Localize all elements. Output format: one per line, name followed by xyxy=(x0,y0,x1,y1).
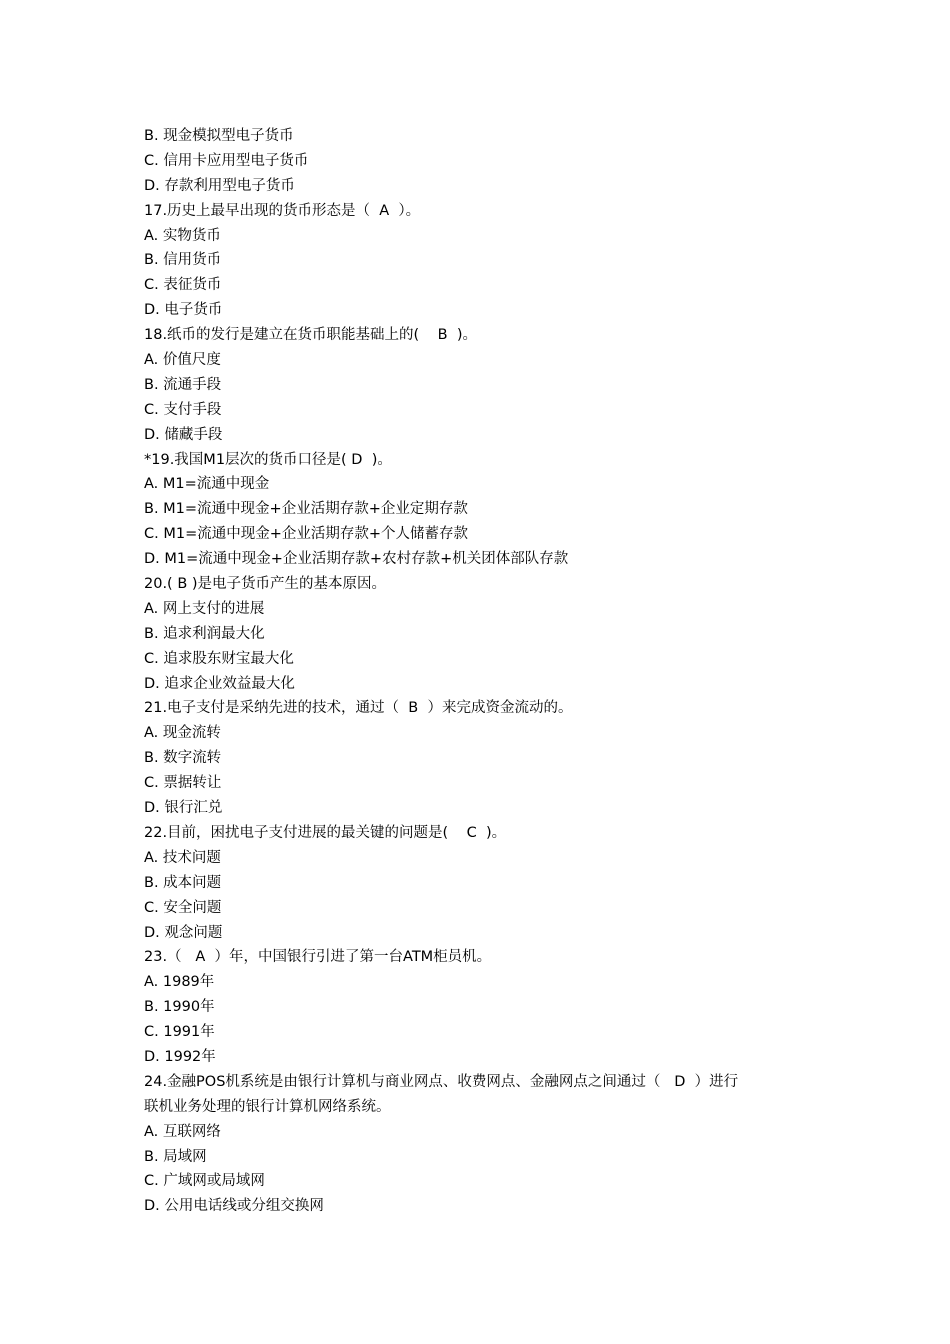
option-b-q20: B. 追求利润最大化 xyxy=(144,625,265,642)
option-d-q23: D. 1992年 xyxy=(144,1048,216,1065)
option-c-q20: C. 追求股东财宝最大化 xyxy=(144,650,294,667)
question-21: 21.电子支付是采纳先进的技术，通过（ B ）来完成资金流动的。 xyxy=(144,700,573,717)
option-c-q21: C. 票据转让 xyxy=(144,775,222,792)
option-a-q20: A. 网上支付的进展 xyxy=(144,600,265,617)
option-c-q24: C. 广域网或局域网 xyxy=(144,1173,265,1190)
option-b-q18: B. 流通手段 xyxy=(144,376,222,393)
question-24-continued: 联机业务处理的银行计算机网络系统。 xyxy=(144,1098,391,1115)
option-b-q21: B. 数字流转 xyxy=(144,750,222,767)
option-a-q19: A. M1=流通中现金 xyxy=(144,476,270,493)
option-d-q19: D. M1=流通中现金+企业活期存款+农村存款+机关团体部队存款 xyxy=(144,551,569,568)
option-d-q22: D. 观念问题 xyxy=(144,924,223,941)
option-d-q18: D. 储藏手段 xyxy=(144,426,223,443)
question-24: 24.金融POS机系统是由银行计算机与商业网点、收费网点、金融网点之间通过（ D ）进行 xyxy=(144,1073,739,1090)
option-d-q16: D. 存款利用型电子货币 xyxy=(144,177,295,194)
option-d-q24: D. 公用电话线或分组交换网 xyxy=(144,1198,324,1215)
question-23: 23.（ A ）年，中国银行引进了第一台ATM柜员机。 xyxy=(144,949,492,966)
question-18: 18.纸币的发行是建立在货币职能基础上的( B )。 xyxy=(144,327,477,344)
option-c-q22: C. 安全问题 xyxy=(144,899,222,916)
option-c-q19: C. M1=流通中现金+企业活期存款+个人储蓄存款 xyxy=(144,526,469,543)
option-c-q23: C. 1991年 xyxy=(144,1024,215,1041)
option-b-q17: B. 信用货币 xyxy=(144,252,222,269)
option-a-q22: A. 技术问题 xyxy=(144,849,221,866)
option-c-q17: C. 表征货币 xyxy=(144,277,222,294)
question-22: 22.目前，困扰电子支付进展的最关键的问题是( C )。 xyxy=(144,824,507,841)
option-b-q23: B. 1990年 xyxy=(144,999,215,1016)
option-d-q20: D. 追求企业效益最大化 xyxy=(144,675,295,692)
option-a-q18: A. 价值尺度 xyxy=(144,352,221,369)
question-17: 17.历史上最早出现的货币形态是（ A ）。 xyxy=(144,202,421,219)
option-a-q17: A. 实物货币 xyxy=(144,227,221,244)
option-c-q18: C. 支付手段 xyxy=(144,401,222,418)
question-20: 20.( B )是电子货币产生的基本原因。 xyxy=(144,576,387,593)
option-c-q16: C. 信用卡应用型电子货币 xyxy=(144,152,309,169)
option-b-q19: B. M1=流通中现金+企业活期存款+企业定期存款 xyxy=(144,501,468,518)
option-a-q23: A. 1989年 xyxy=(144,974,215,991)
option-a-q24: A. 互联网络 xyxy=(144,1123,221,1140)
option-b-q24: B. 局域网 xyxy=(144,1148,207,1165)
option-b-q16: B. 现金模拟型电子货币 xyxy=(144,128,294,144)
document-body xyxy=(144,124,824,1219)
option-b-q22: B. 成本问题 xyxy=(144,874,222,891)
option-d-q21: D. 银行汇兑 xyxy=(144,800,223,817)
option-d-q17: D. 电子货币 xyxy=(144,302,223,319)
question-19: *19.我国M1层次的货币口径是( D )。 xyxy=(144,451,392,468)
option-a-q21: A. 现金流转 xyxy=(144,725,221,742)
